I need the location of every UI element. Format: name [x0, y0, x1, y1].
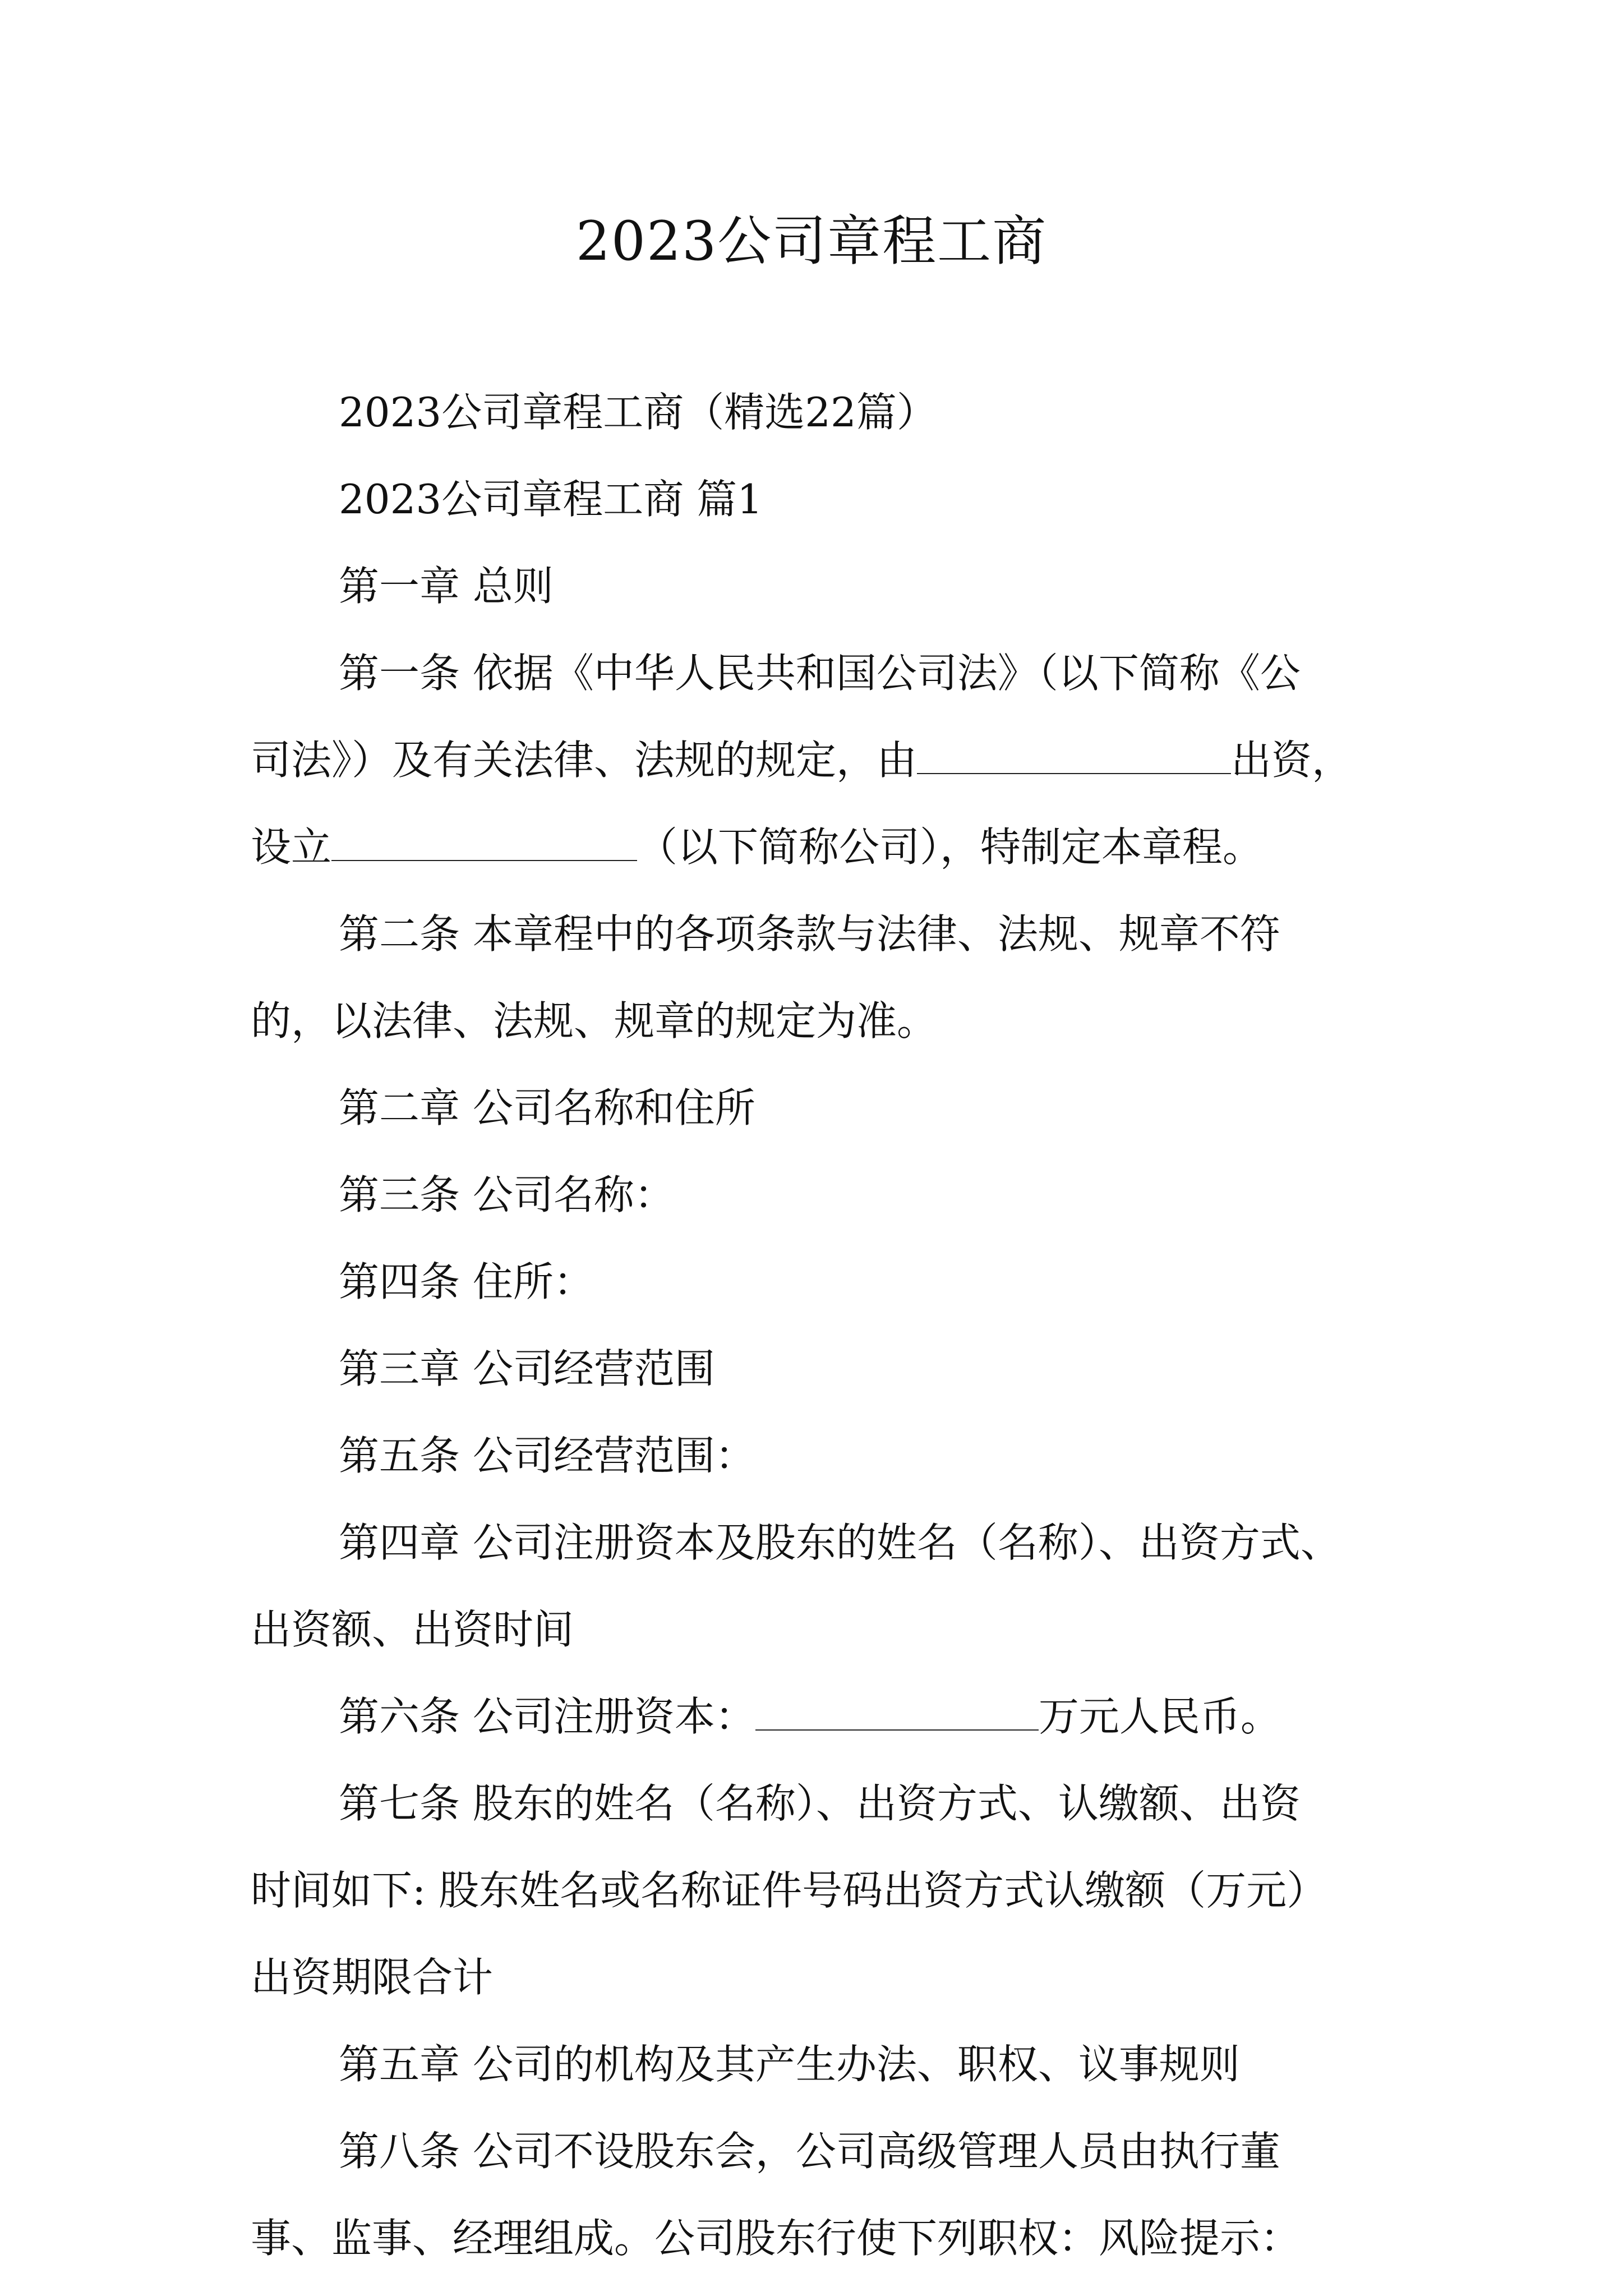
chapter-4-heading-line-1: 第四章 公司注册资本及股东的姓名（名称）、出资方式、	[339, 1519, 1341, 1566]
article-1-text-c: 设立	[251, 823, 332, 871]
company-name-blank	[331, 821, 637, 861]
chapter-2-heading: 第二章 公司名称和住所	[339, 1084, 755, 1131]
chapter-1-heading: 第一章 总则	[339, 563, 554, 610]
article-5: 第五条 公司经营范围：	[339, 1432, 755, 1479]
paragraph-section-heading: 2023公司章程工商 篇1	[339, 476, 763, 523]
article-6	[251, 1673, 1381, 1760]
document-body	[251, 369, 1381, 2282]
article-6-text-a: 第六条 公司注册资本：	[339, 1693, 755, 1740]
article-6-text-b: 万元人民币。	[1038, 1693, 1281, 1740]
investor-blank	[917, 734, 1231, 774]
chapter-5-heading: 第五章 公司的机构及其产生办法、职权、议事规则	[339, 2041, 1240, 2088]
document-title: 2023公司章程工商	[575, 210, 1048, 273]
registered-capital-blank	[755, 1690, 1039, 1731]
article-8-line-2: 事、监事、经理组成。公司股东行使下列职权：风险提示：	[251, 2215, 1301, 2262]
article-2-line-1: 第二条 本章程中的各项条款与法律、法规、规章不符	[339, 910, 1280, 958]
chapter-3-heading: 第三章 公司经营范围	[339, 1345, 715, 1392]
article-1-line-3	[251, 804, 1381, 891]
article-7-line-1: 第七条 股东的姓名（名称）、出资方式、认缴额、出资	[339, 1780, 1301, 1827]
article-1-line-2	[251, 717, 1381, 804]
article-8-line-1: 第八条 公司不设股东会，公司高级管理人员由执行董	[339, 2128, 1280, 2175]
article-1-line-1: 第一条 依据《中华人民共和国公司法》（以下简称《公	[339, 650, 1301, 697]
article-3: 第三条 公司名称：	[339, 1171, 675, 1218]
paragraph-subtitle: 2023公司章程工商（精选22篇）	[339, 389, 937, 436]
article-2-line-2: 的，以法律、法规、规章的规定为准。	[251, 997, 938, 1045]
article-1-text-b: 出资，	[1231, 737, 1353, 784]
chapter-4-heading-line-2: 出资额、出资时间	[251, 1606, 574, 1653]
article-1-text-a: 司法》）及有关法律、法规的规定，由	[251, 737, 917, 784]
article-1-text-d: （以下简称公司），特制定本章程。	[637, 823, 1264, 871]
article-7-line-2: 时间如下: 股东姓名或名称证件号码出资方式认缴额（万元）	[251, 1867, 1327, 1914]
article-7-line-3: 出资期限合计	[251, 1954, 494, 2001]
article-4: 第四条 住所：	[339, 1258, 594, 1305]
